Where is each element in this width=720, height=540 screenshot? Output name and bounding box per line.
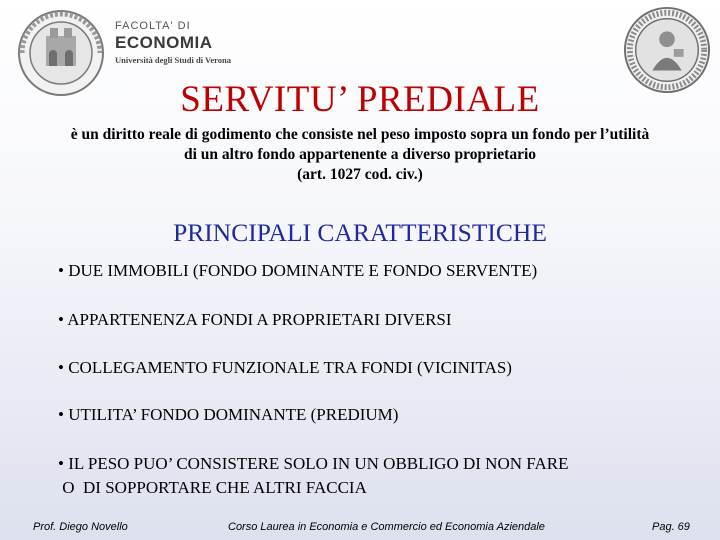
faculty-name: ECONOMIA (115, 33, 213, 52)
bullet-item (58, 308, 452, 332)
bullet-item (58, 403, 398, 427)
faculty-logo (115, 20, 231, 65)
bullet-line: • UTILITA’ FONDO DOMINANTE (PREDIUM) (58, 405, 399, 424)
bullet-item (58, 356, 512, 380)
bullet-line: O DI SOPPORTARE CHE ALTRI FACCIA (58, 478, 367, 497)
definition-line: è un diritto reale di godimento che consiste nel peso imposto sopra un fondo per l’utilità (70, 126, 650, 143)
slide-title: SERVITU’ PREDIALE (180, 79, 540, 120)
footer-page-number: Pag. 69 (652, 521, 690, 533)
bullet-line: • APPARTENENZA FONDI A PROPRIETARI DIVERSI (58, 310, 452, 329)
definition-line: di un altro fondo appartenente a diverso proprietario (183, 146, 537, 163)
section-subtitle: PRINCIPALI CARATTERISTICHE (173, 218, 547, 247)
definition-text (0, 125, 720, 185)
university-name: Università degli Studi di Verona (115, 55, 232, 65)
bullet-item (58, 452, 568, 500)
bullet-line: • DUE IMMOBILI (FONDO DOMINANTE E FONDO SERVENTE) (58, 261, 538, 280)
footer-course: Corso Laurea in Economia e Commercio ed Economia Aziendale (228, 521, 545, 533)
faculty-line: FACOLTA' DI (115, 20, 191, 32)
definition-line: (art. 1027 cod. civ.) (297, 166, 423, 183)
bullet-item (58, 259, 537, 283)
footer-author: Prof. Diego Novello (33, 521, 128, 533)
bullet-line: • COLLEGAMENTO FUNZIONALE TRA FONDI (VICINITAS) (58, 358, 512, 377)
bullet-line: • IL PESO PUO’ CONSISTERE SOLO IN UN OBBLIGO DI NON FARE (58, 454, 569, 473)
